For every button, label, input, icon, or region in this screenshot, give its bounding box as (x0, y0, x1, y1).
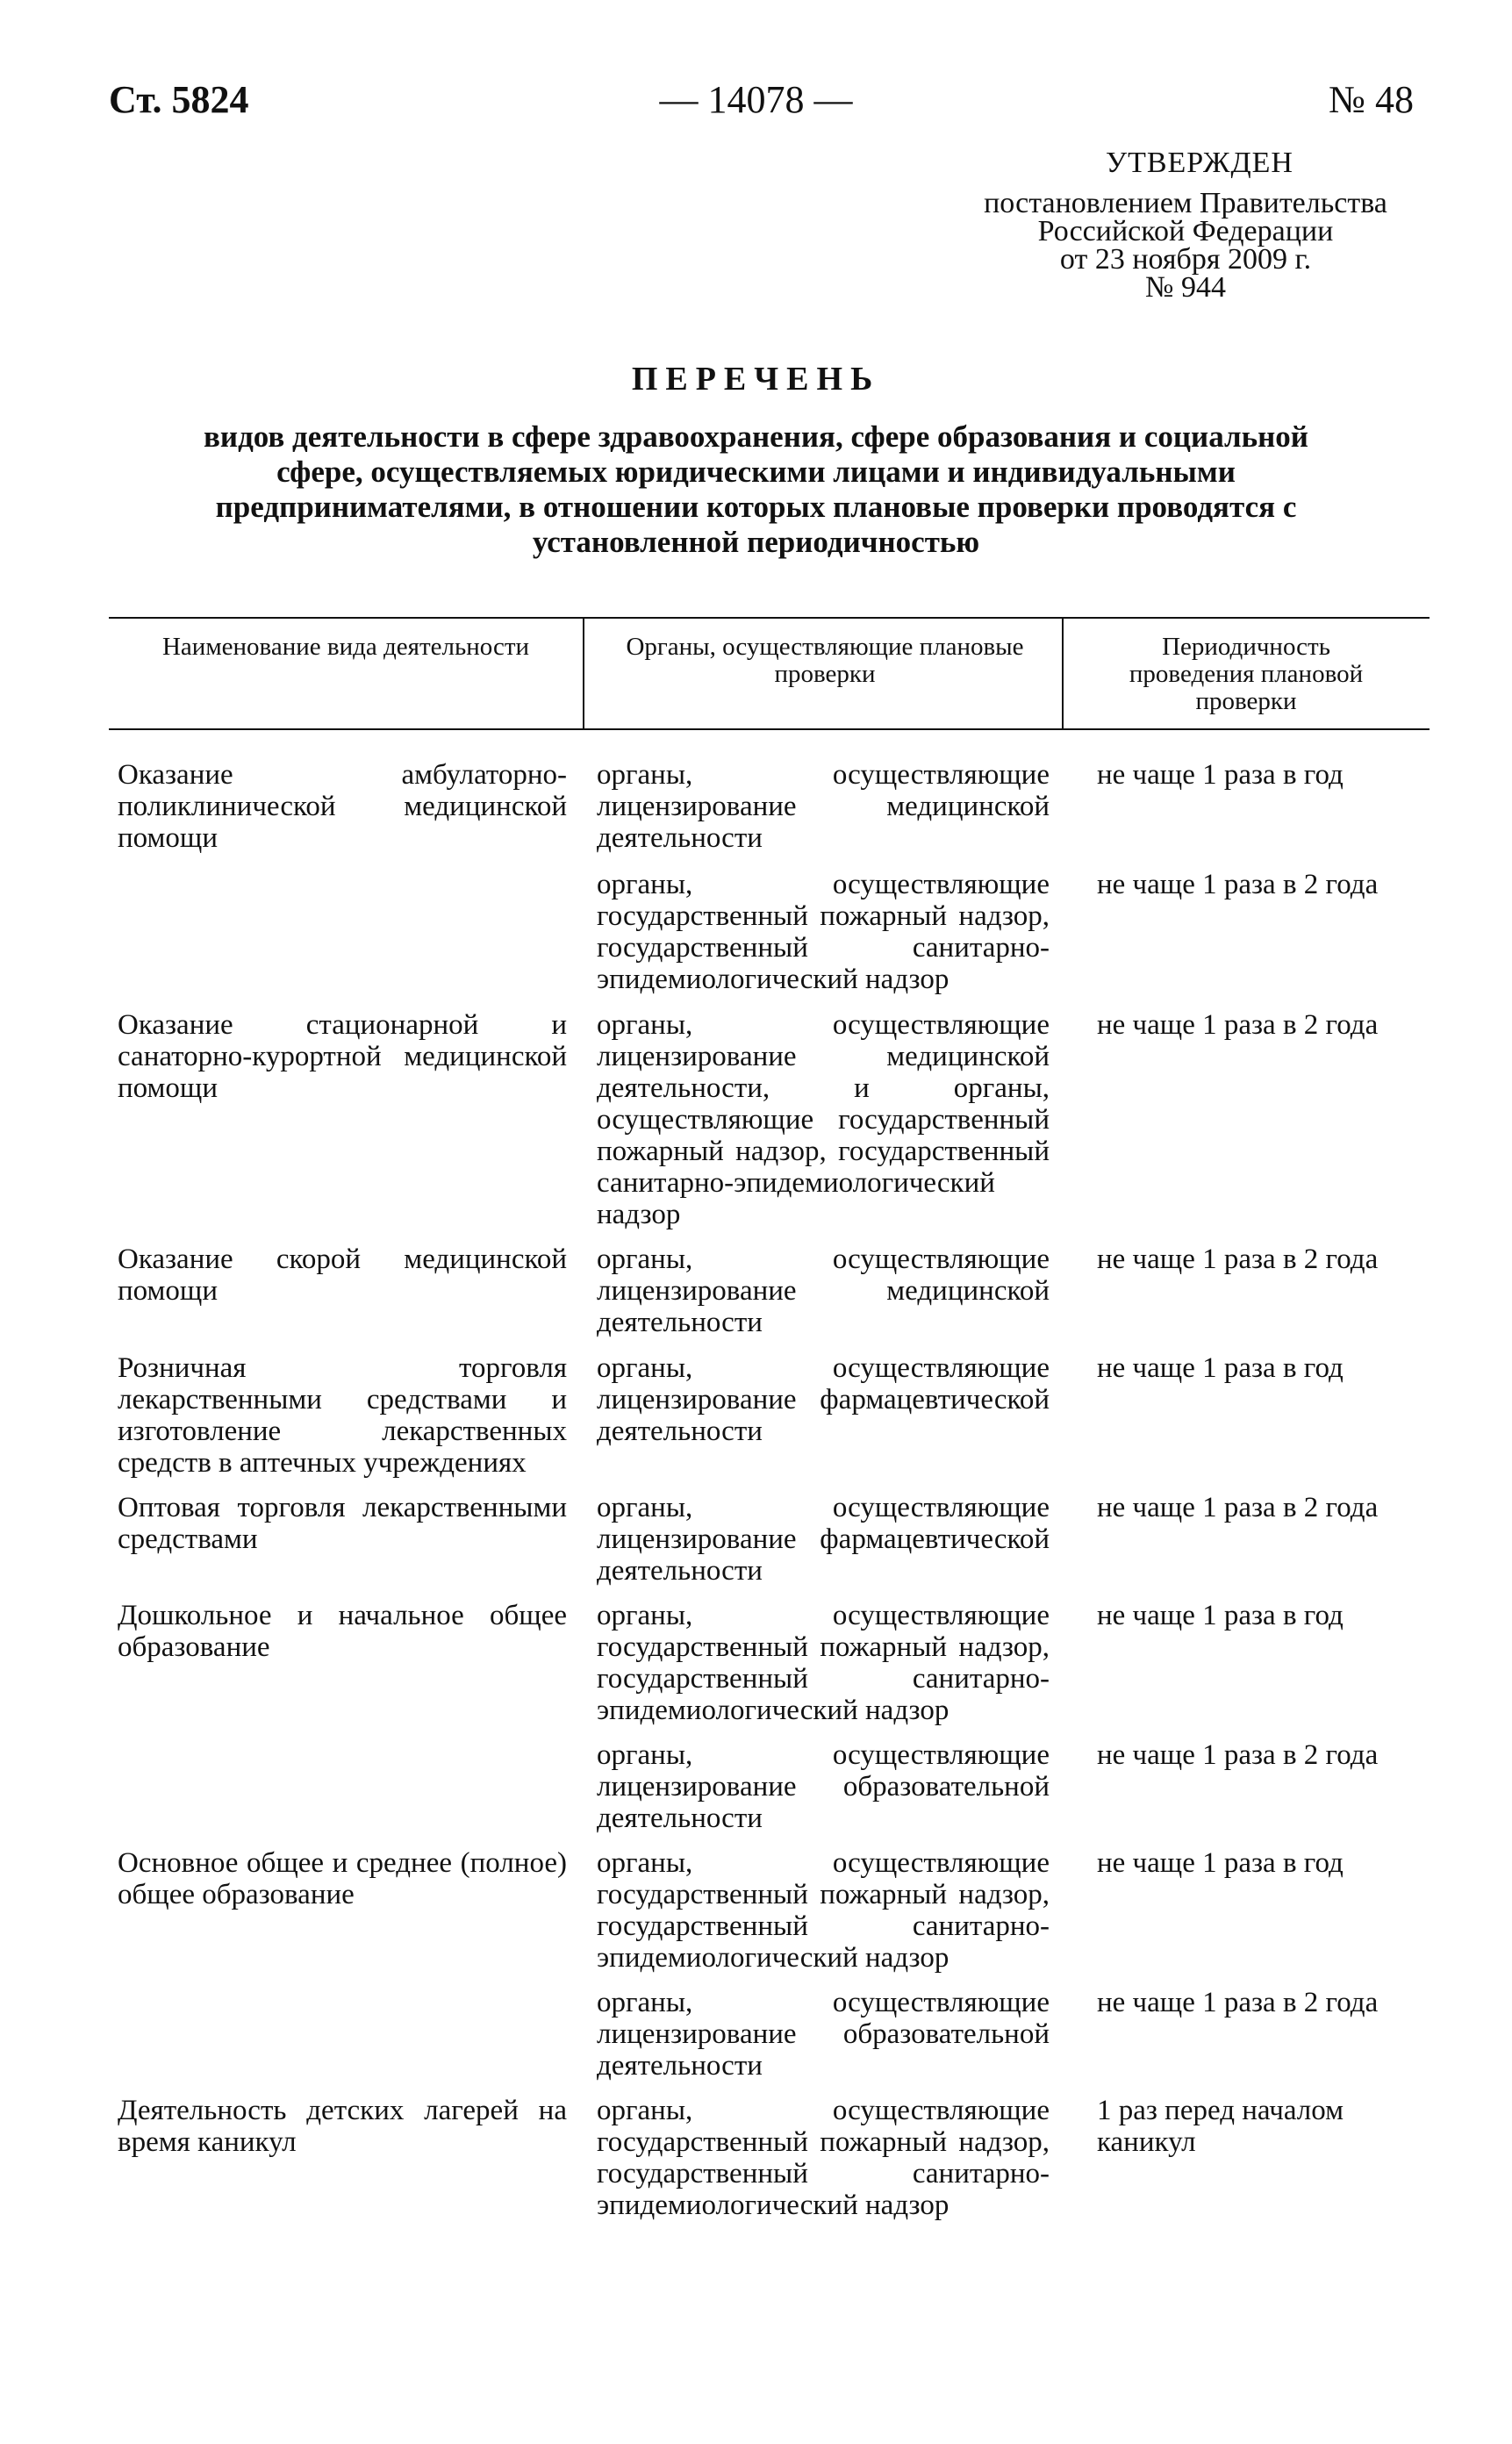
approval-title: УТВЕРЖДЕН (1106, 147, 1293, 179)
table-cell-activity: Оказание стационарной и санаторно-курортной медицинской помощи (118, 1009, 567, 1104)
table-cell-period: не чаще 1 раза в 2 года (1097, 1492, 1379, 1523)
table-cell-period: не чаще 1 раза в год (1097, 759, 1344, 791)
document-title: ПЕРЕЧЕНЬ (631, 361, 881, 398)
page-number: — 14078 — (659, 78, 853, 121)
table-column-divider (1062, 619, 1064, 730)
approval-line: Российской Федерации (1037, 215, 1334, 247)
table-cell-organs: органы, осуществляющие лицензирование фармацевтической деятельности (597, 1492, 1050, 1587)
table-cell-organs: органы, осуществляющие государственный пожарный надзор, государственный санитарно-эпидемиологический надзор (597, 2095, 1050, 2221)
approval-line: постановлением Правительства (984, 187, 1387, 219)
table-cell-activity: Оптовая торговля лекарственными средствами (118, 1492, 567, 1555)
table-cell-period: не чаще 1 раза в 2 года (1097, 869, 1379, 900)
column-header-activity: Наименование вида деятельности (161, 633, 530, 661)
table-cell-activity: Основное общее и среднее (полное) общее образование (118, 1847, 567, 1910)
table-cell-period: не чаще 1 раза в год (1097, 1847, 1344, 1879)
table-cell-period: не чаще 1 раза в год (1097, 1600, 1344, 1631)
table-cell-period: 1 раз перед началом каникул (1097, 2095, 1344, 2158)
table-cell-organs: органы, осуществляющие лицензирование медицинской деятельности (597, 759, 1050, 854)
table-cell-organs: органы, осуществляющие государственный пожарный надзор, государственный санитарно-эпидемиологический надзор (597, 1600, 1050, 1726)
table-cell-organs: органы, осуществляющие лицензирование медицинской деятельности, и органы, осуществляющие государственный пожарный надзор, государственный санитарно-эпидемиологический надзор (597, 1009, 1050, 1230)
table-cell-period: не чаще 1 раза в год (1097, 1352, 1344, 1384)
page-article-number: Ст. 5824 (109, 78, 249, 121)
table-cell-organs: органы, осуществляющие государственный пожарный надзор, государственный санитарно-эпидемиологический надзор (597, 1847, 1050, 1974)
issue-number: № 48 (1329, 78, 1414, 121)
table-cell-activity: Деятельность детских лагерей на время каникул (118, 2095, 567, 2158)
table-column-divider (583, 619, 584, 730)
table-cell-period: не чаще 1 раза в 2 года (1097, 1987, 1379, 2018)
table-cell-period: не чаще 1 раза в 2 года (1097, 1244, 1379, 1275)
table-cell-activity: Розничная торговля лекарственными средствами и изготовление лекарственных средств в аптечных учреждениях (118, 1352, 567, 1479)
table-cell-period: не чаще 1 раза в 2 года (1097, 1739, 1379, 1771)
table-cell-activity: Дошкольное и начальное общее образование (118, 1600, 567, 1663)
column-header-organs: Органы, осуществляющие плановые проверки (626, 633, 1024, 688)
approval-line: от 23 ноября 2009 г. (1059, 243, 1312, 276)
table-header-rule (109, 728, 1430, 730)
document-subtitle: видов деятельности в сфере здравоохранения, сфере образования и социальной сфере, осуществляемых юридическими лицами и индивидуальными предпринимателями, в отношении которых плановые проверки проводятся с установленной периодичностью (204, 419, 1308, 559)
table-top-rule (109, 617, 1430, 619)
approval-block (957, 149, 1414, 302)
table-cell-period: не чаще 1 раза в 2 года (1097, 1009, 1379, 1041)
approval-line: № 944 (1145, 271, 1226, 304)
table-cell-organs: органы, осуществляющие лицензирование образовательной деятельности (597, 1739, 1050, 1834)
table-cell-organs: органы, осуществляющие лицензирование образовательной деятельности (597, 1987, 1050, 2082)
column-header-period: Периодичность проведения плановой проверки (1129, 633, 1364, 715)
table-cell-activity: Оказание амбулаторно-поликлинической медицинской помощи (118, 759, 567, 854)
table-cell-organs: органы, осуществляющие государственный пожарный надзор, государственный санитарно-эпидемиологический надзор (597, 869, 1050, 995)
table-cell-organs: органы, осуществляющие лицензирование медицинской деятельности (597, 1244, 1050, 1338)
table-cell-activity: Оказание скорой медицинской помощи (118, 1244, 567, 1307)
table-cell-organs: органы, осуществляющие лицензирование фармацевтической деятельности (597, 1352, 1050, 1447)
